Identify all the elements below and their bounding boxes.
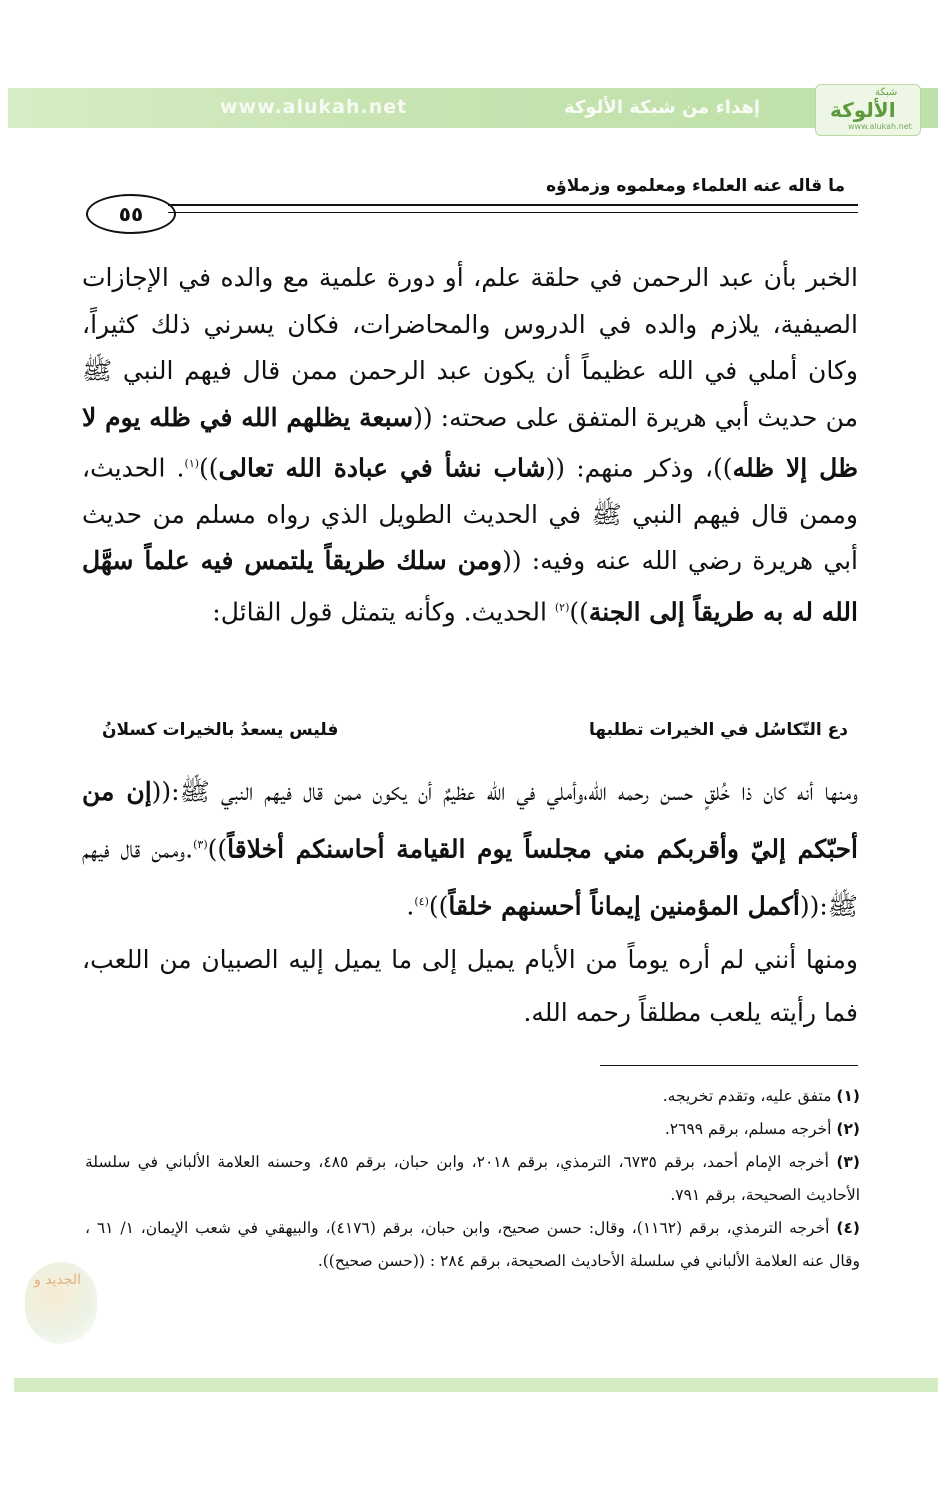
footnote-4: (٤) أخرجه الترمذي، برقم (١١٦٢)، وقال: حسن صحيح، وابن حبان، برقم (٤١٧٦)، والبيهقي في شعب الإيمان، ١/ ٦١ ، وقال عنه العلامة الألباني في سلسلة الأحاديث الصحيحة، برقم ٢٨٤ : ((حسن صحيح)).: [85, 1219, 860, 1270]
footnote-ref-4: (٤): [414, 895, 429, 909]
body-paragraph-2: ومنها أنه كان ذا خُلقٍ حسن رحمه الله،وأملي في الله عظيمٌ أن يكون ممن قال فيهم النبي ﷺ:((إن من أحبّكم إليّ وأقربكم مني مجلساً يوم القيامة أحاسنكم أخلاقاً))$^{(٣)}$.وممن قال فيهم ﷺ:((أكمل المؤمنين إيماناً أحسنهم خلقاً))$^{(٤)}$. ومنها أنني لم أره يوماً من الأيام يميل إلى ما يميل إليه الصبيان من اللعب، فما رأيته يلعب مطلقاً رحمه الله.: [82, 765, 858, 1039]
footnote-ref-3: (٣): [193, 838, 208, 851]
body-paragraph-3: ومنها أنني لم أره يوماً من الأيام يميل إلى ما يميل إليه الصبيان من اللعب، فما رأيته يلعب مطلقاً رحمه الله.: [82, 944, 859, 1027]
hadith-quote-2: شاب نشأ في عبادة الله تعالى: [218, 453, 546, 483]
verse-first-half: دع التّكاسُل في الخيرات تطلبها: [589, 720, 848, 740]
footnote-1: (١) متفق عليه، وتقدم تخريجه.: [662, 1087, 860, 1105]
top-banner: [8, 88, 938, 128]
footnote-ref-2: (٢): [554, 600, 570, 614]
hadith-quote-5: أكمل المؤمنين إيماناً أحسنهم خلقاً: [448, 891, 800, 921]
running-header: ما قاله عنه العلماء ومعلموه وزملاؤه: [546, 176, 845, 196]
footnote-2: (٢) أخرجه مسلم، برقم ٢٦٩٩.: [664, 1120, 860, 1138]
footnote-ref-1: (١): [184, 457, 200, 470]
logo-top-text: شبكة: [875, 87, 898, 98]
hadith-quote-1: سبعة يظلهم الله في ظله يوم لا ظل إلا ظله: [82, 402, 858, 483]
header-rule: [168, 204, 858, 213]
bottom-banner: [14, 1378, 938, 1392]
logo-name-text: الألوكة: [830, 98, 896, 122]
footnote-3: (٣) أخرجه الإمام أحمد، برقم ٦٧٣٥، الترمذي، برقم ٢٠١٨، وابن حبان، برقم ٤٨٥، وحسنه العلامة الألباني في سلسلة الأحاديث الصحيحة، برقم ٧٩١.: [85, 1153, 860, 1204]
poetry-verse: [82, 720, 858, 750]
footnotes: [85, 1080, 860, 1278]
footnote-separator: [600, 1065, 858, 1066]
banner-gift-text: إهداء من شبكة الألوكة: [564, 97, 760, 118]
logo-url-text: www.alukah.net: [848, 122, 912, 131]
page-number: ٥٥: [86, 194, 176, 234]
body-paragraph-1: الخبر بأن عبد الرحمن في حلقة علم، أو دورة علمية مع والده في الإجازات الصيفية، يلازم والده في الدروس والمحاضرات، فكان يسرني ذلك كثيراً، وكان أملي في الله عظيماً أن يكون عبد الرحمن ممن قال فيهم النبي ﷺ من حديث أبي هريرة المتفق على صحته: ((سبعة يظلهم الله في ظله يوم لا ظل إلا ظله))، وذكر منهم: ((شاب نشأ في عبادة الله تعالى))$^{(١)}$. الحديث، وممن قال فيهم النبي ﷺ في الحديث الطويل الذي رواه مسلم من حديث أبي هريرة رضي الله عنه وفيه: ((ومن سلك طريقاً يلتمس فيه علماً سهَّل الله له به طريقاً إلى الجنة))$^{(٢)}$ الحديث. وكأنه يتمثل قول القائل:: [82, 263, 858, 627]
verse-second-half: فليس يسعدُ بالخيرات كسلانُ: [102, 720, 339, 740]
watermark-text: الجديد و: [34, 1272, 81, 1288]
site-url-text[interactable]: www.alukah.net: [220, 96, 408, 118]
hadith-quote-4: إن من أحبّكم إليّ وأقربكم مني مجلساً يوم القيامة أحاسنكم أخلاقاً: [82, 777, 858, 864]
hadith-quote-3: ومن سلك طريقاً يلتمس فيه علماً سهَّل الله له به طريقاً إلى الجنة: [82, 546, 858, 627]
